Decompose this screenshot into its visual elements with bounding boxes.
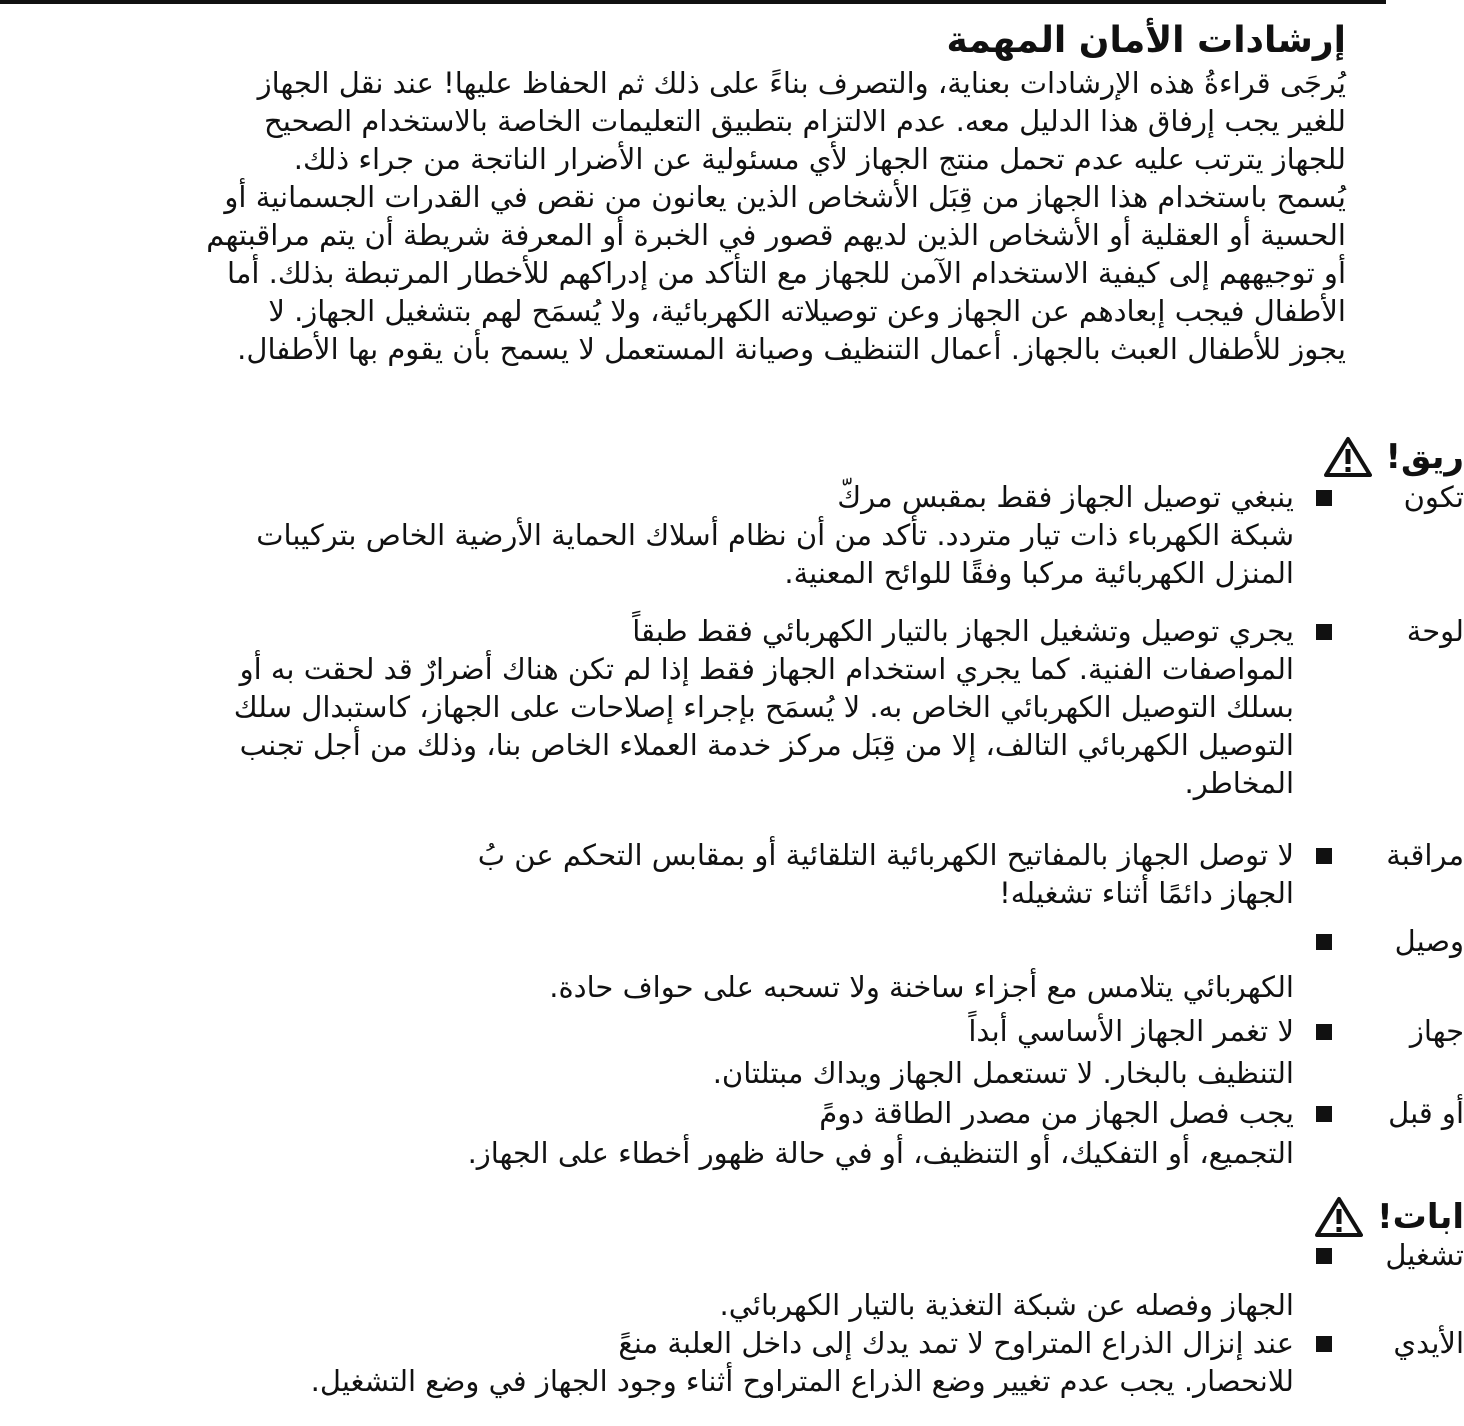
bullet-square-icon [1316,848,1332,864]
bullet-square-icon [1316,490,1332,506]
bullet-line: التنظيف بالبخار. لا تستعمل الجهاز ويداك مبتلتان. [712,1056,1294,1090]
bullet-line: الجهاز وفصله عن شبكة التغذية بالتيار الكهربائي. [719,1288,1294,1322]
intro-line: يُسمح باستخدام هذا الجهاز من قِبَل الأشخاص الذين يعانون من نقص في القدرات الجسمانية أو [224,180,1346,214]
bullet-line: المنزل الكهربائية مركبا وفقًا للوائح المعنية. [784,556,1294,590]
bullet-line: لا توصل الجهاز بالمفاتيح الكهربائية التلقائية أو بمقابس التحكم عن بُ [477,838,1294,872]
bullet-line: عند إنزال الذراع المتراوح لا تمد يدك إلى داخل العلبة منعً [618,1326,1294,1360]
bullet-line: يجري توصيل وتشغيل الجهاز بالتيار الكهربائي فقط طبقاً [632,614,1294,648]
cropped-side-text: وصيل [1394,924,1464,958]
intro-line: يجوز للأطفال العبث بالجهاز. أعمال التنظيف وصيانة المستعمل لا يسمح بأن يقوم بها الأطفال. [237,332,1346,366]
intro-section [16,18,1346,368]
warning-heading-1 [1324,436,1464,478]
cropped-side-text: تكون [1403,480,1464,514]
bullet-line: شبكة الكهرباء ذات تيار متردد. تأكد من أن نظام أسلاك الحماية الأرضية الخاص بتركيبات [256,518,1294,552]
cropped-side-text: لوحة [1406,614,1464,648]
cropped-side-text: أو قبل [1388,1096,1464,1130]
intro-line: للغير يجب إرفاق هذا الدليل معه. عدم الالتزام بتطبيق التعليمات الخاصة بالاستخدام الصحيح [263,104,1346,138]
bullet-square-icon [1316,1336,1332,1352]
warning-title-1: ريق! [1385,437,1464,477]
bullet-line: يجب فصل الجهاز من مصدر الطاقة دومً [819,1096,1294,1130]
intro-line: للجهاز يترتب عليه عدم تحمل منتج الجهاز لأي مسئولية عن الأضرار الناتجة من جراء ذلك. [293,142,1346,176]
bullet-line: التجميع، أو التفكيك، أو التنظيف، أو في حالة ظهور أخطاء على الجهاز. [467,1136,1294,1170]
page-title: إرشادات الأمان المهمة [946,20,1346,61]
warning-triangle-icon [1315,1196,1363,1238]
bullet-line: للانحصار. يجب عدم تغيير وضع الذراع المتراوح أثناء وجود الجهاز في وضع التشغيل. [310,1364,1294,1398]
bullet-square-icon [1316,1024,1332,1040]
bullet-square-icon [1316,1106,1332,1122]
cropped-side-text: الأيدي [1393,1326,1464,1360]
bullet-square-icon [1316,934,1332,950]
cropped-side-text: تشغيل [1385,1238,1464,1272]
bullet-line: لا تغمر الجهاز الأساسي أبداً [968,1014,1294,1048]
bullet-line: التوصيل الكهربائي التالف، إلا من قِبَل مركز خدمة العملاء الخاص بنا، وذلك من أجل تجنب [239,728,1294,762]
intro-line: الحسية أو العقلية أو الأشخاص الذين لديهم قصور في الخبرة أو المعرفة شريطة أن يتم مراقبتهم [206,218,1346,252]
top-rule [0,0,1386,4]
bullet-square-icon [1316,1248,1332,1264]
bullet-line: ينبغي توصيل الجهاز فقط بمقبس مركّ [837,480,1294,514]
bullet-line: بسلك التوصيل الكهربائي الخاص به. لا يُسمَح بإجراء إصلاحات على الجهاز، كاستبدال سلك [233,690,1294,724]
bullet-square-icon [1316,624,1332,640]
intro-line: يُرجَى قراءةُ هذه الإرشادات بعناية، والتصرف بناءً على ذلك ثم الحفاظ عليها! عند نقل الجهاز [257,66,1346,100]
intro-line: الأطفال فيجب إبعادهم عن الجهاز وعن توصيلاته الكهربائية، ولا يُسمَح لهم بتشغيل الجهاز. لا [268,294,1346,328]
warning-heading-2 [1315,1196,1464,1238]
warning-triangle-icon [1324,436,1372,478]
intro-line: أو توجيههم إلى كيفية الاستخدام الآمن للجهاز مع التأكد من إدراكهم للأخطار المرتبطة بذلك. أما [227,256,1346,290]
cropped-side-text: جهاز [1409,1014,1464,1048]
bullet-line: الجهاز دائمًا أثناء تشغيله! [999,876,1294,910]
bullet-line: المخاطر. [1184,766,1294,800]
bullet-line: الكهربائي يتلامس مع أجزاء ساخنة ولا تسحبه على حواف حادة. [549,970,1294,1004]
warning-title-2: ابات! [1377,1197,1464,1237]
bullet-line: المواصفات الفنية. كما يجري استخدام الجهاز فقط إذا لم تكن هناك أضرارٌ قد لحقت به أو [239,652,1294,686]
cropped-side-text: مراقبة [1386,838,1464,872]
